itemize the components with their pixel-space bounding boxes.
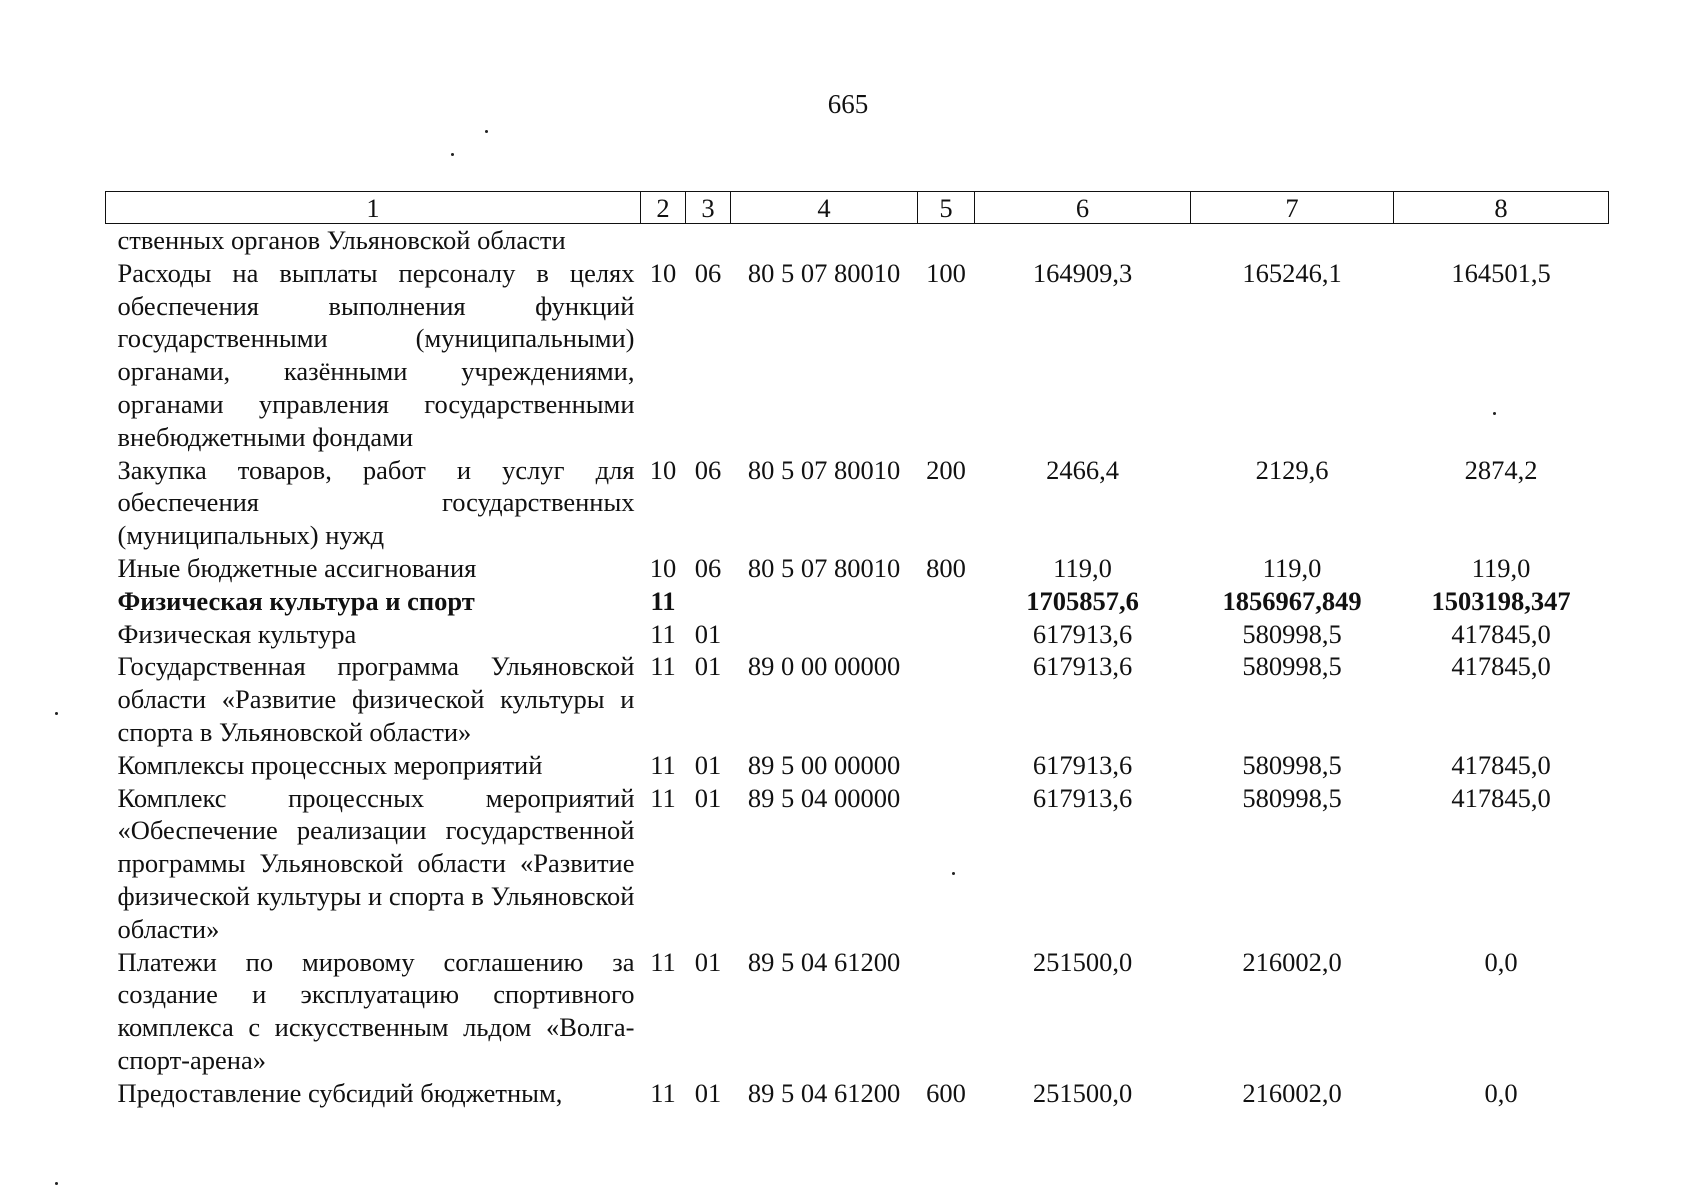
row-target-article <box>731 224 918 257</box>
row-name: Иные бюджетные ассигнования <box>117 552 477 583</box>
row-expense-type: 800 <box>926 552 966 583</box>
row-name: ственных органов Ульяновской области <box>117 225 566 255</box>
header-col-8: 8 <box>1394 192 1609 224</box>
row-section: 10 <box>649 552 677 583</box>
row-expense-type <box>918 946 975 1077</box>
row-expense-type <box>918 650 975 748</box>
row-name: Физическая культура и спорт <box>117 585 475 616</box>
row-value-year3: 2874,2 <box>1464 454 1538 485</box>
table-row <box>106 1077 1609 1110</box>
row-expense-type <box>918 749 975 782</box>
row-value-year1: 251500,0 <box>1032 946 1133 977</box>
row-subsection: 06 <box>694 552 722 583</box>
row-value-year2: 580998,5 <box>1242 618 1342 649</box>
row-value-year3: 119,0 <box>1471 552 1531 583</box>
page-number: 665 <box>827 89 869 119</box>
scan-speck <box>55 1182 58 1185</box>
row-subsection <box>686 224 731 257</box>
row-target-article: 89 5 00 00000 <box>747 749 901 780</box>
row-section: 10 <box>649 257 677 288</box>
row-subsection: 01 <box>694 651 722 682</box>
table-row <box>106 946 1609 1077</box>
table-row <box>106 224 1609 257</box>
row-target-article: 80 5 07 80010 <box>747 552 901 583</box>
row-value-year1: 2466,4 <box>1046 454 1119 485</box>
row-section: 11 <box>650 782 676 813</box>
row-expense-type <box>918 782 975 946</box>
row-value-year3: 417845,0 <box>1451 782 1551 813</box>
table-row <box>106 454 1609 552</box>
row-section: 10 <box>649 454 677 485</box>
row-target-article: 80 5 07 80010 <box>747 454 901 485</box>
row-name: Комплексы процессных мероприятий <box>117 749 543 780</box>
row-value-year2: 580998,5 <box>1242 651 1342 682</box>
row-target-article <box>731 585 918 618</box>
row-value-year1: 617913,6 <box>1032 618 1133 649</box>
row-expense-type: 200 <box>926 454 966 485</box>
row-section: 11 <box>650 946 676 977</box>
row-section: 11 <box>650 585 676 616</box>
row-value-year2: 216002,0 <box>1242 946 1342 977</box>
row-value-year3: 1503198,347 <box>1431 585 1571 616</box>
row-value-year1 <box>975 224 1191 257</box>
row-section <box>641 224 686 257</box>
row-name: Предоставление субсидий бюджетным, <box>117 1077 563 1108</box>
row-expense-type <box>918 224 975 257</box>
row-subsection <box>686 585 731 618</box>
row-expense-type <box>918 618 975 651</box>
row-name: Физическая культура <box>117 618 357 649</box>
row-expense-type <box>918 585 975 618</box>
row-section: 11 <box>650 749 676 780</box>
row-subsection: 06 <box>694 257 722 288</box>
row-name: Закупка товаров, работ и услуг для обеспечения государственных (муниципальных) нужд <box>117 454 635 551</box>
row-target-article: 80 5 07 80010 <box>747 257 901 288</box>
header-col-6: 6 <box>975 192 1191 224</box>
row-value-year1: 164909,3 <box>1032 257 1133 288</box>
row-section: 11 <box>650 1077 676 1108</box>
row-target-article: 89 0 00 00000 <box>747 651 901 682</box>
row-value-year2 <box>1191 224 1394 257</box>
row-value-year3: 164501,5 <box>1451 257 1551 288</box>
row-subsection: 01 <box>694 1077 722 1108</box>
table-row-section-total <box>106 585 1609 618</box>
row-section: 11 <box>650 651 676 682</box>
row-value-year3: 0,0 <box>1484 946 1518 977</box>
budget-table <box>105 191 1609 1110</box>
row-value-year2: 165246,1 <box>1242 257 1342 288</box>
row-value-year3: 0,0 <box>1484 1077 1518 1108</box>
row-name: Комплекс процессных мероприятий «Обеспечение реализации государственной программы Ульяновской области «Развитие физической культуры и спорта в Ульяновской области» <box>117 782 635 944</box>
scan-speck <box>55 712 58 715</box>
row-value-year3: 417845,0 <box>1451 749 1551 780</box>
row-value-year1: 119,0 <box>1053 552 1112 583</box>
row-value-year1: 617913,6 <box>1032 782 1133 813</box>
row-name: Расходы на выплаты персоналу в целях обеспечения выполнения функций государственными (муниципальными) органами, казёнными учреждениями, органами управления государственными внебюджетными фондами <box>117 257 635 452</box>
row-section: 11 <box>650 618 676 649</box>
row-value-year1: 617913,6 <box>1032 651 1133 682</box>
header-col-4: 4 <box>731 192 918 224</box>
scan-speck <box>451 153 454 156</box>
table-row <box>106 782 1609 946</box>
row-subsection: 01 <box>694 782 722 813</box>
row-target-article: 89 5 04 00000 <box>747 782 901 813</box>
header-row <box>106 192 1609 224</box>
table-body <box>106 224 1609 1110</box>
row-value-year3 <box>1394 224 1609 257</box>
header-col-7: 7 <box>1191 192 1394 224</box>
row-value-year2: 2129,6 <box>1255 454 1329 485</box>
row-value-year1: 1705857,6 <box>1026 585 1139 616</box>
row-value-year2: 1856967,849 <box>1222 585 1362 616</box>
row-name: Платежи по мировому соглашению за создание и эксплуатацию спортивного комплекса с искусственным льдом «Волга-спорт-арена» <box>117 946 635 1075</box>
table-row <box>106 650 1609 748</box>
scan-speck <box>485 130 488 133</box>
header-col-5: 5 <box>918 192 975 224</box>
row-value-year2: 580998,5 <box>1242 782 1342 813</box>
row-value-year2: 216002,0 <box>1242 1077 1342 1108</box>
table-row <box>106 618 1609 651</box>
row-subsection: 01 <box>694 749 722 780</box>
row-name: Государственная программа Ульяновской области «Развитие физической культуры и спорта в Ульяновской области» <box>117 651 635 747</box>
row-target-article <box>731 618 918 651</box>
row-value-year3: 417845,0 <box>1451 651 1551 682</box>
row-subsection: 06 <box>694 454 722 485</box>
row-value-year1: 617913,6 <box>1032 749 1133 780</box>
row-value-year2: 580998,5 <box>1242 749 1342 780</box>
table-row <box>106 257 1609 454</box>
row-value-year2: 119,0 <box>1262 552 1322 583</box>
row-target-article: 89 5 04 61200 <box>747 1077 901 1108</box>
row-subsection: 01 <box>694 618 722 649</box>
table-header <box>106 192 1609 224</box>
row-expense-type: 100 <box>926 257 966 288</box>
header-col-3: 3 <box>686 192 731 224</box>
row-target-article: 89 5 04 61200 <box>747 946 901 977</box>
row-value-year3: 417845,0 <box>1451 618 1551 649</box>
header-col-1: 1 <box>106 192 641 224</box>
row-value-year1: 251500,0 <box>1032 1077 1133 1108</box>
row-subsection: 01 <box>694 946 722 977</box>
table-row <box>106 552 1609 585</box>
header-col-2: 2 <box>641 192 686 224</box>
row-expense-type: 600 <box>926 1077 966 1108</box>
table-row <box>106 749 1609 782</box>
